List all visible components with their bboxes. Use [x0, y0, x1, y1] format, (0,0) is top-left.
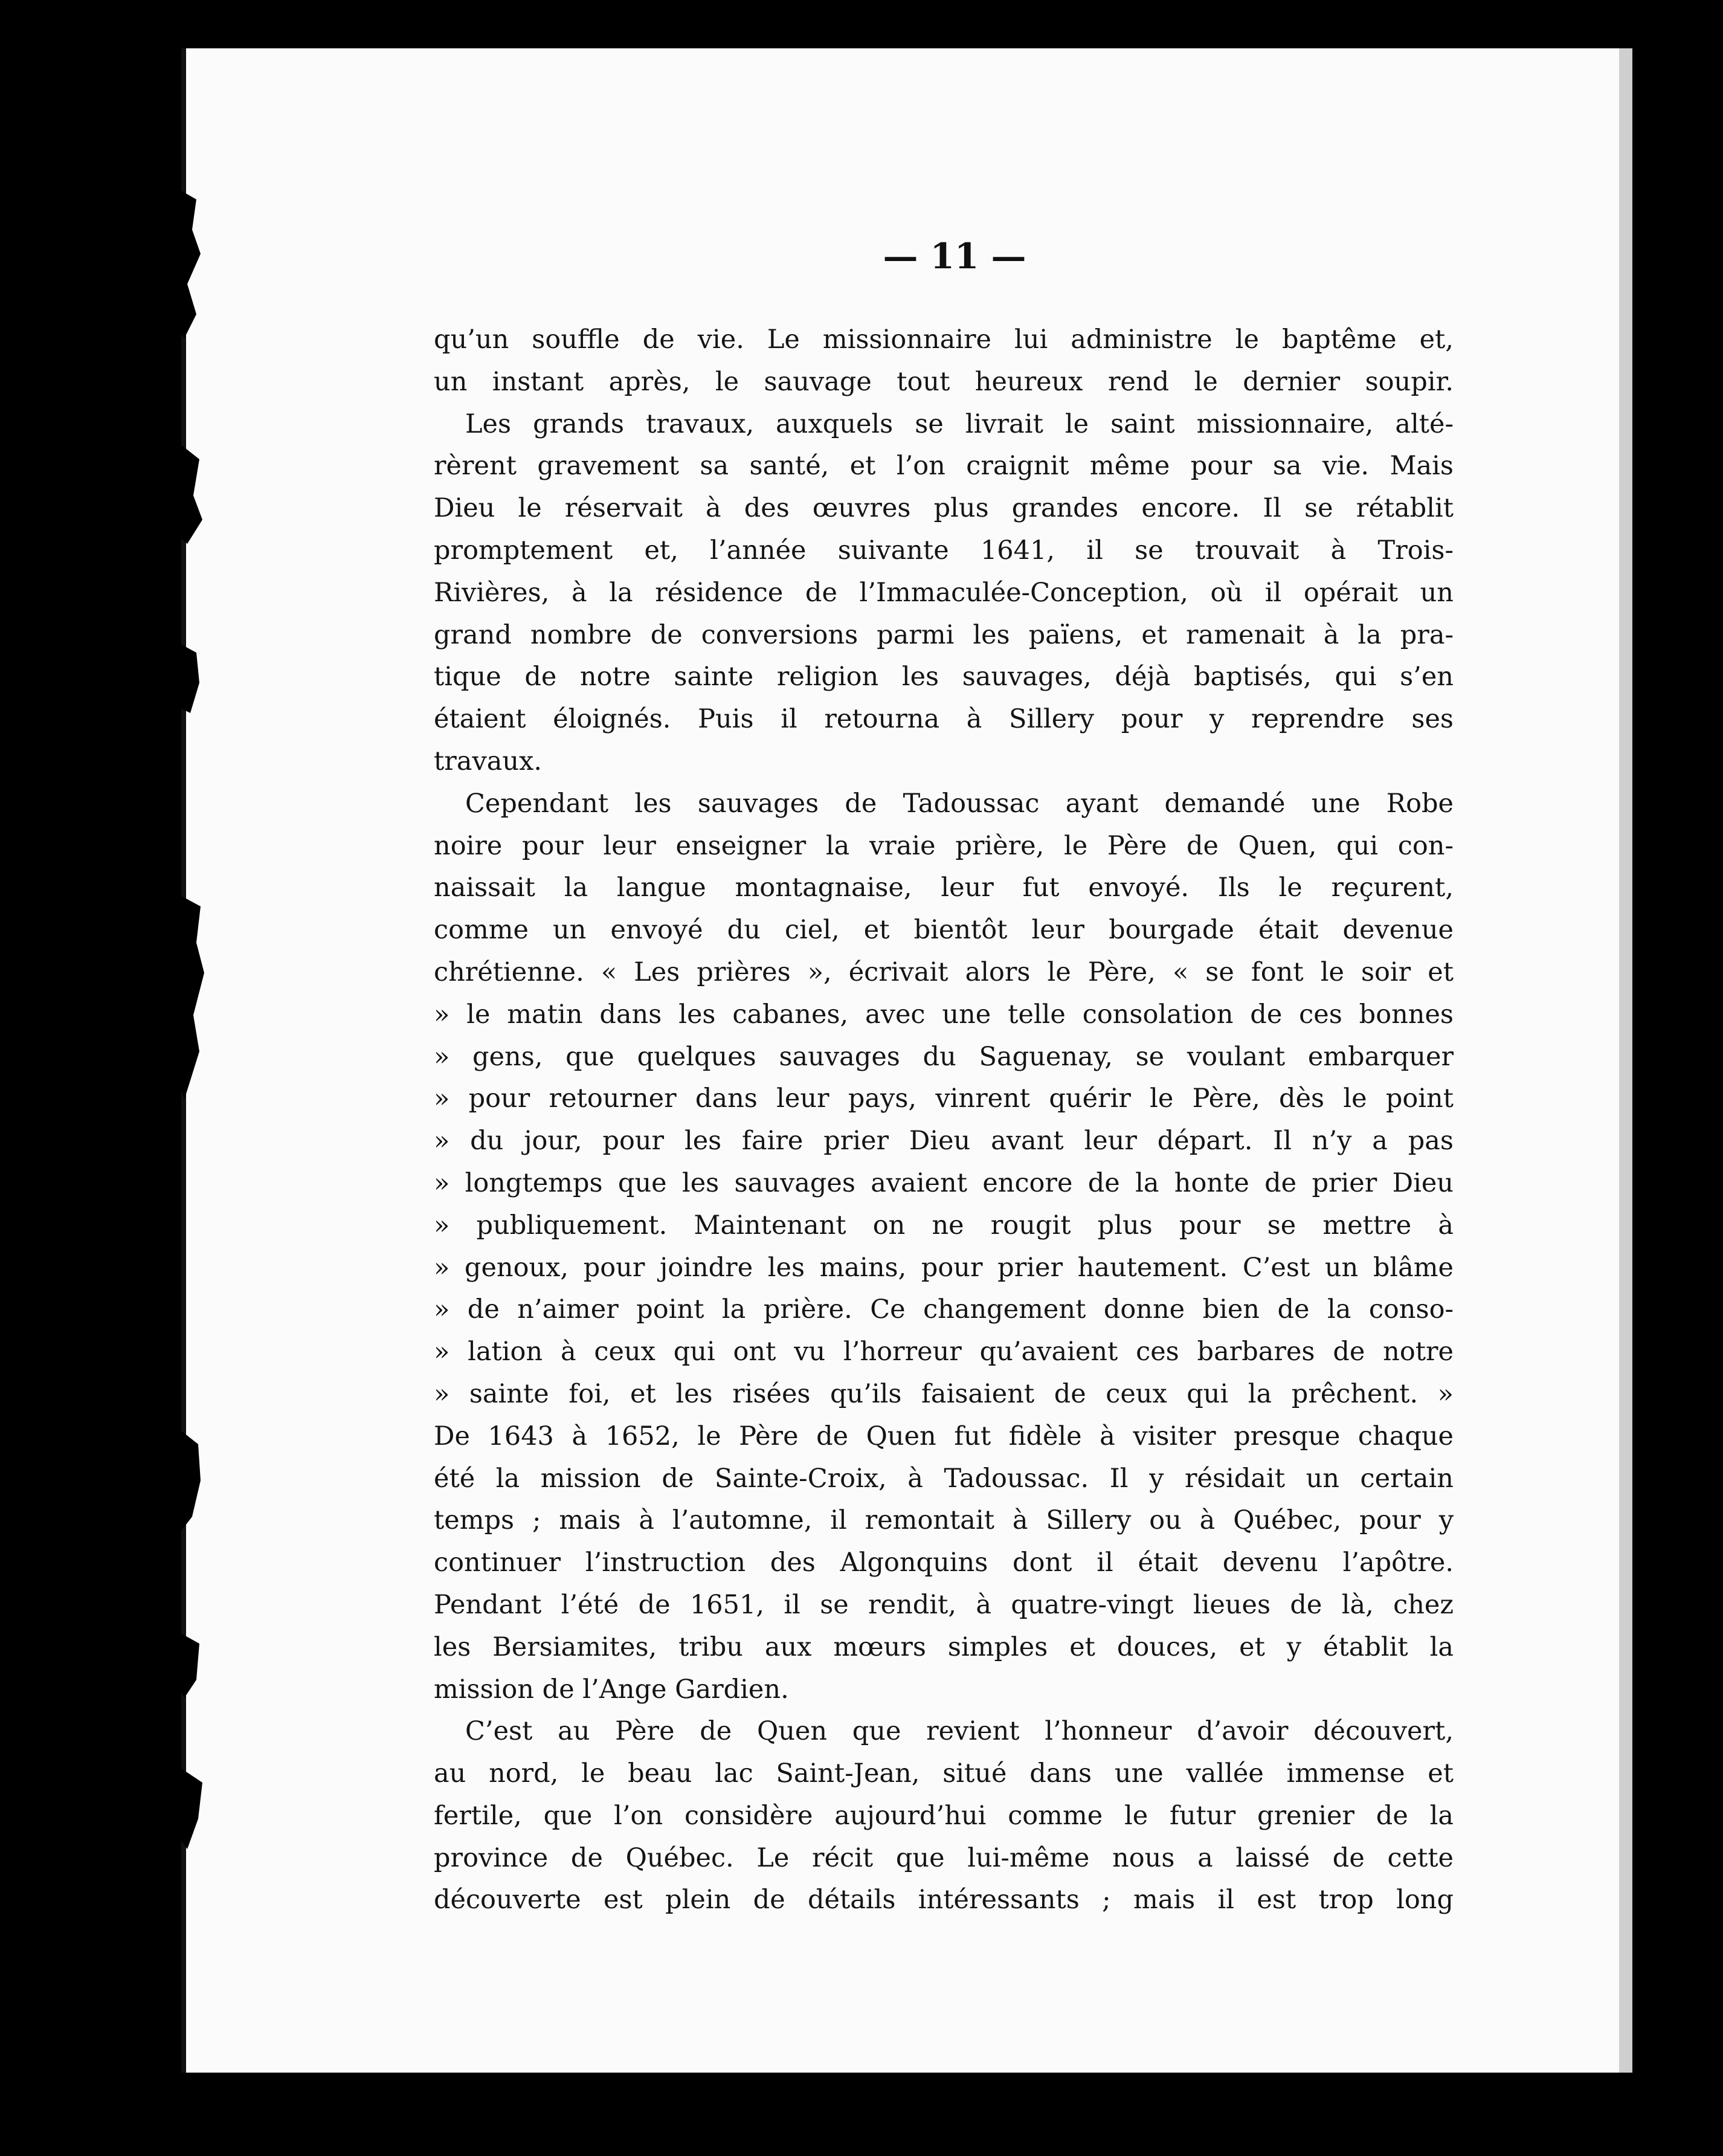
text-line: Pendant l’été de 1651, il se rendit, à quatre-vingt lieues de là, chez	[434, 1589, 1454, 1620]
text-line: naissait la langue montagnaise, leur fut envoyé. Ils le reçurent,	[434, 873, 1454, 903]
text-line: comme un envoyé du ciel, et bientôt leur bourgade était devenue	[434, 915, 1454, 946]
text-line: » pour retourner dans leur pays, vinrent quérir le Père, dès le point	[434, 1083, 1454, 1114]
text-line: » gens, que quelques sauvages du Saguenay, se voulant embarquer	[434, 1041, 1454, 1072]
text-line: » lation à ceux qui ont vu l’horreur qu’avaient ces barbares de notre	[434, 1337, 1454, 1367]
text-line: province de Québec. Le récit que lui-même nous a laissé de cette	[434, 1842, 1454, 1873]
page-edge-shadow	[1619, 48, 1632, 2073]
text-line: rèrent gravement sa santé, et l’on craignit même pour sa vie. Mais	[434, 451, 1454, 482]
text-line: promptement et, l’année suivante 1641, il se trouvait à Trois-	[434, 535, 1454, 566]
text-line: » publiquement. Maintenant on ne rougit plus pour se mettre à	[434, 1210, 1454, 1241]
text-line: » longtemps que les sauvages avaient encore de la honte de prier Dieu	[434, 1167, 1454, 1198]
text-line: Dieu le réservait à des œuvres plus grandes encore. Il se rétablit	[434, 493, 1454, 524]
text-line: » genoux, pour joindre les mains, pour prier hautement. C’est un blâme	[434, 1252, 1454, 1283]
text-line: Rivières, à la résidence de l’Immaculée-Conception, où il opérait un	[434, 577, 1454, 608]
text-line: un instant après, le sauvage tout heureux rend le dernier soupir.	[434, 366, 1454, 397]
text-line: tique de notre sainte religion les sauvages, déjà baptisés, qui s’en	[434, 662, 1454, 692]
text-line: » de n’aimer point la prière. Ce changement donne bien de la conso-	[434, 1294, 1454, 1325]
text-line: les Bersiamites, tribu aux mœurs simples et douces, et y établit la	[434, 1632, 1454, 1662]
text-line: continuer l’instruction des Algonquins dont il était devenu l’apôtre.	[434, 1548, 1454, 1578]
binding-stitch-marks	[163, 0, 224, 2156]
text-line: fertile, que l’on considère aujourd’hui comme le futur grenier de la	[434, 1800, 1454, 1831]
text-line: travaux.	[434, 746, 543, 776]
text-line: C’est au Père de Quen que revient l’honneur d’avoir découvert,	[465, 1716, 1454, 1747]
text-line: temps ; mais à l’automne, il remontait à Sillery ou à Québec, pour y	[434, 1505, 1454, 1536]
text-line: noire pour leur enseigner la vraie prière, le Père de Quen, qui con-	[434, 830, 1454, 861]
body-text	[434, 319, 1454, 1922]
text-line: Cependant les sauvages de Tadoussac ayant demandé une Robe	[465, 788, 1454, 819]
text-line: mission de l’Ange Gardien.	[434, 1674, 789, 1705]
text-line: » le matin dans les cabanes, avec une telle consolation de ces bonnes	[434, 999, 1454, 1030]
text-line: étaient éloignés. Puis il retourna à Sillery pour y reprendre ses	[434, 704, 1454, 735]
text-line: Les grands travaux, auxquels se livrait le saint missionnaire, alté-	[465, 408, 1454, 439]
text-line: chrétienne. « Les prières », écrivait alors le Père, « se font le soir et	[434, 957, 1454, 987]
page-number: — 11 —	[883, 236, 1026, 277]
text-line: De 1643 à 1652, le Père de Quen fut fidèle à visiter presque chaque	[434, 1421, 1454, 1451]
text-line: grand nombre de conversions parmi les païens, et ramenait à la pra-	[434, 619, 1454, 650]
text-line: découverte est plein de détails intéressants ; mais il est trop long	[434, 1885, 1454, 1916]
text-line: au nord, le beau lac Saint-Jean, situé dans une vallée immense et	[434, 1758, 1454, 1789]
text-line: » du jour, pour les faire prier Dieu avant leur départ. Il n’y a pas	[434, 1126, 1454, 1157]
text-line: » sainte foi, et les risées qu’ils faisaient de ceux qui la prêchent. »	[434, 1378, 1454, 1409]
text-line: été la mission de Sainte-Croix, à Tadoussac. Il y résidait un certain	[434, 1463, 1454, 1494]
text-line: qu’un souffle de vie. Le missionnaire lui administre le baptême et,	[434, 324, 1454, 355]
